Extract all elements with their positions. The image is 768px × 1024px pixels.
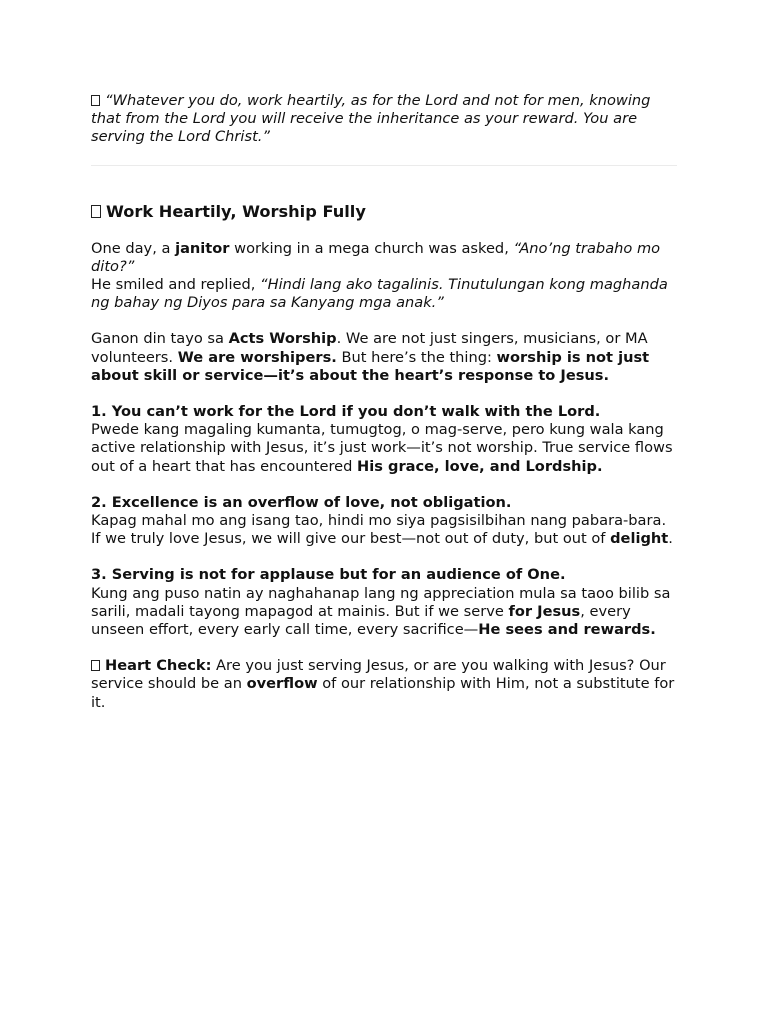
point-3 (91, 566, 679, 639)
acts-paragraph (91, 330, 679, 385)
point-emphasis: He sees and rewards. (478, 621, 656, 639)
section-title (91, 202, 679, 222)
acts-text: Ganon din tayo sa (91, 330, 229, 348)
divider (91, 165, 677, 166)
heart-check-paragraph (91, 657, 679, 712)
point-heading: 3. Serving is not for applause but for an audience of One. (91, 566, 566, 584)
sparkle-icon (91, 205, 101, 218)
intro-paragraph-2 (91, 276, 679, 312)
quote-text: “Whatever you do, work heartily, as for the Lord and not for men, knowing that from the Lord you will receive the inheritance as your reward. You are serving the Lord Christ.” (91, 92, 651, 146)
point-heading: 2. Excellence is an overflow of love, not obligation. (91, 493, 512, 511)
point-body: . (668, 530, 673, 548)
heart-icon (91, 660, 100, 671)
intro-paragraph-1 (91, 240, 679, 276)
heart-check-emphasis: overflow (246, 675, 318, 693)
point-body: , every unseen effort, every early call time, every sacrifice— (91, 602, 631, 639)
acts-emphasis: worship is not just about skill or service—it’s about the heart’s response to Jesus. (91, 348, 650, 384)
intro-text: working in a mega church was asked, (229, 239, 514, 257)
book-icon (91, 95, 100, 106)
point-emphasis: for Jesus (508, 602, 581, 620)
section-title-text: Work Heartily, Worship Fully (106, 201, 366, 221)
point-heading: 1. You can’t work for the Lord if you don’t walk with the Lord. (91, 403, 601, 421)
point-body: Pwede kang magaling kumanta, tumugtog, o mag-serve, pero kung wala kang active relationship with Jesus, it’s just work—it’s not worship. True service flows out of a heart that has encountered (91, 421, 673, 475)
point-emphasis: delight (610, 530, 669, 548)
acts-text: But here’s the thing: (336, 348, 497, 366)
intro-text: One day, a (91, 239, 176, 257)
scripture-quote (91, 92, 679, 147)
point-emphasis: His grace, love, and Lordship. (357, 457, 603, 475)
heart-check-label: Heart Check: (105, 657, 212, 675)
point-2 (91, 494, 679, 549)
intro-emphasis: janitor (175, 239, 230, 257)
point-body: Kapag mahal mo ang isang tao, hindi mo siya pagsisilbihan nang pabara-bara. If we truly love Jesus, we will give our best—not out of duty, but out of (91, 512, 667, 548)
point-1 (91, 403, 679, 476)
intro-question: “Ano’ng trabaho mo dito?” (91, 239, 661, 275)
document-page (91, 92, 679, 712)
intro-reply: “Hindi lang ako tagalinis. Tinutulungan kong maghanda ng bahay ng Diyos para sa Kanyang mga anak.” (91, 276, 668, 312)
acts-emphasis: Acts Worship (228, 330, 337, 348)
point-body: Kung ang puso natin ay naghahanap lang ng appreciation mula sa taoo bilib sa sarili, madali tayong mapagod at mainis. But if we serve (91, 584, 671, 620)
intro-text: He smiled and replied, (91, 276, 261, 294)
heart-check-text: Are you just serving Jesus, or are you walking with Jesus? Our service should be an (91, 657, 666, 693)
heart-check-text: of our relationship with Him, not a substitute for it. (91, 675, 675, 711)
acts-text: . We are not just singers, musicians, or MA volunteers. (91, 330, 648, 366)
acts-emphasis: We are worshipers. (177, 348, 337, 366)
